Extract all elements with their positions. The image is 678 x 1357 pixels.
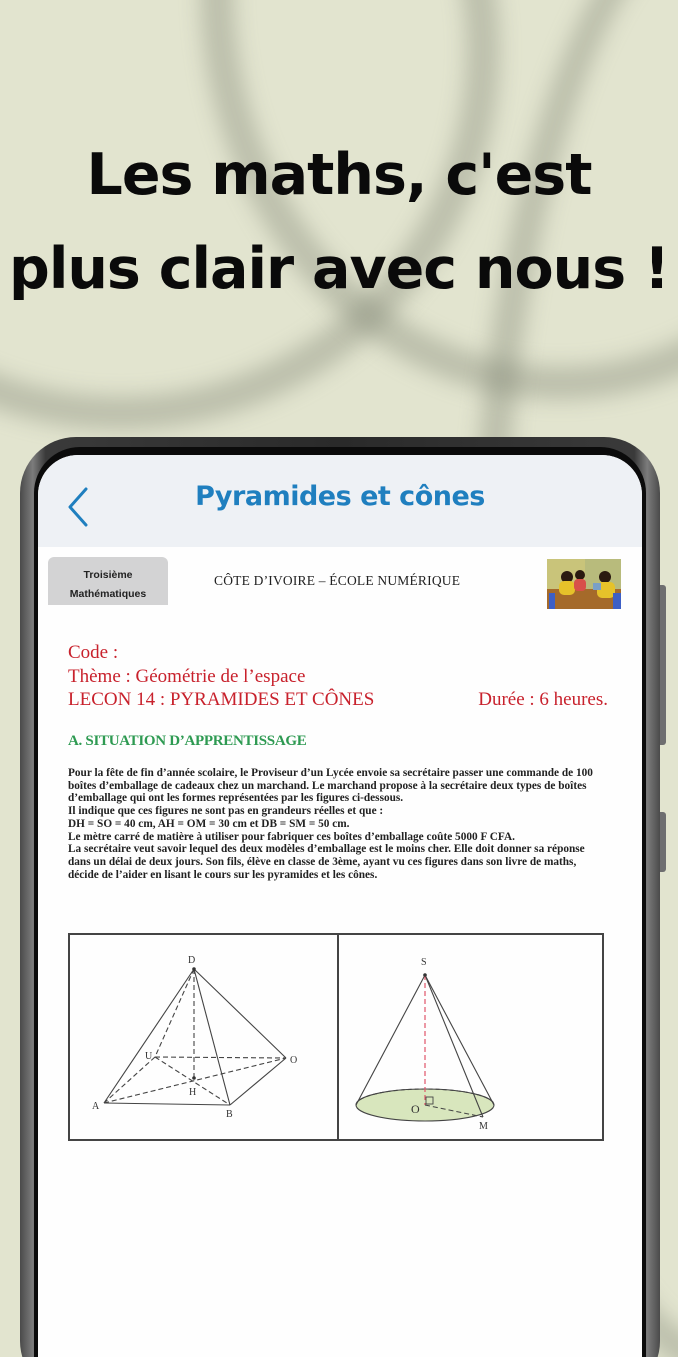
svg-text:H: H [189, 1087, 197, 1098]
lesson-row [68, 688, 608, 712]
volume-button [660, 585, 666, 745]
lesson-title: LECON 14 : PYRAMIDES ET CÔNES [68, 689, 375, 710]
situation-paragraph: La secrétaire veut savoir lequel des deux modèles d’emballage est le moins cher. Elle doit donner sa réponse dans un délai de deux jours. Son fils, élève en classe de 3ème, ayant vu ces figures dans son livre de maths, décide de l’aider en lisant le cours sur les pyramides et les cônes. [68, 843, 585, 881]
promo-headline-line2: plus clair avec nous ! [9, 236, 669, 302]
school-name: CÔTE D’IVOIRE – ÉCOLE NUMÉRIQUE [214, 573, 461, 588]
situation-paragraph: Le mètre carré de matière à utiliser pour fabriquer ces boîtes d’emballage coûte 5000 F CFA. [68, 830, 515, 843]
svg-text:M: M [479, 1121, 488, 1132]
lesson-duration: Durée : 6 heures. [478, 689, 608, 710]
app-bar [38, 455, 642, 547]
power-button [660, 812, 666, 872]
grade-level: Troisième [83, 569, 133, 581]
cone-diagram-icon [339, 935, 604, 1141]
situation-paragraph: DH = SO = 40 cm, AH = OM = 30 cm et DB = SM = 50 cm. [68, 817, 350, 830]
lesson-document[interactable] [38, 547, 642, 1132]
situation-paragraph: Il indique que ces figures ne sont pas en grandeurs réelles et que : [68, 805, 384, 818]
promo-headline-line1: Les maths, c'est [86, 142, 592, 208]
lesson-theme: Thème : Géométrie de l’espace [68, 665, 306, 687]
svg-text:B: B [226, 1109, 233, 1120]
promo-headline [0, 128, 678, 316]
svg-text:O: O [411, 1102, 420, 1116]
phone-screen [34, 447, 646, 1357]
page-title: Pyramides et cônes [195, 481, 485, 512]
figures-table [68, 933, 604, 1141]
svg-text:O: O [290, 1055, 298, 1066]
lesson-meta [68, 641, 608, 712]
cone-figure [339, 935, 602, 1139]
grade-tab [48, 557, 168, 605]
svg-text:U: U [145, 1051, 153, 1062]
students-illustration-icon [547, 559, 621, 609]
app-view [38, 455, 642, 1357]
pyramid-figure [70, 935, 339, 1139]
section-a-title: A. SITUATION D’APPRENTISSAGE [68, 733, 307, 749]
situation-text [68, 767, 608, 881]
svg-text:A: A [92, 1101, 100, 1112]
pyramid-diagram-icon [70, 935, 339, 1141]
svg-text:D: D [188, 955, 196, 966]
document-header [38, 547, 642, 619]
lesson-code: Code : [68, 642, 119, 663]
svg-text:S: S [421, 957, 427, 968]
situation-paragraph: Pour la fête de fin d’année scolaire, le Proviseur d’un Lycée envoie sa secrétaire passer une commande de 100 boîtes d’emballage de cadeaux chez un marchand. Le marchand propose à la secrétaire deux types de boîtes d’emballage qui ont les formes représentées par les figures ci-dessous. [68, 767, 593, 805]
grade-subject: Mathématiques [69, 588, 147, 600]
phone-frame [20, 437, 660, 1357]
